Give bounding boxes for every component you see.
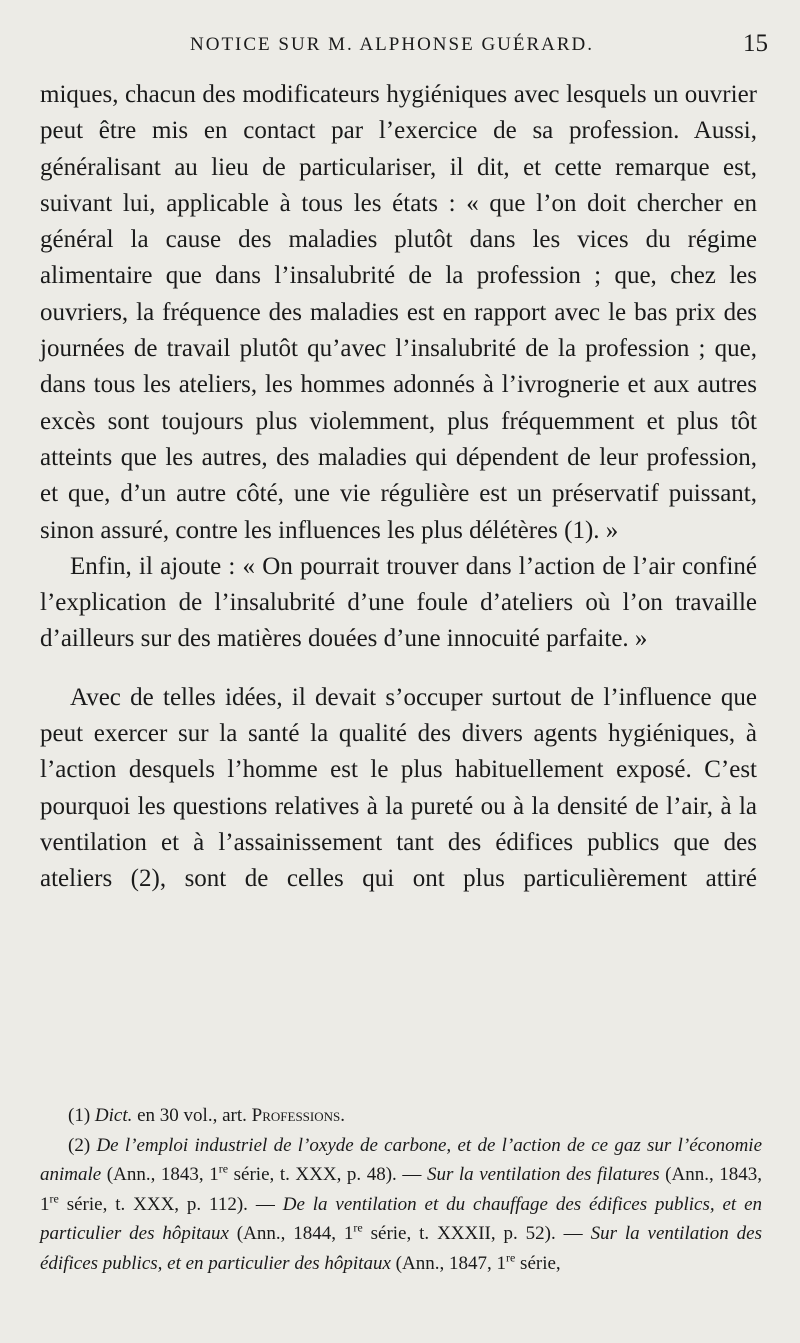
footnote-2-ref-1: (Ann., 1843, 1 xyxy=(106,1164,219,1186)
running-title: NOTICE SUR M. ALPHONSE GUÉRARD. xyxy=(190,34,595,55)
page-number: 15 xyxy=(743,30,768,57)
paragraph-1: miques, chacun des modificateurs hygiéniques avec lesquels un ouvrier peut être mis en contact par l’exercice de sa profession. Aussi, généralisant au lieu de particulariser, il dit, et cette remarque est, suivant lui, applicable à tous les états : « que l’on doit chercher en général la cause des maladies plutôt dans les vices du régime alimentaire que dans l’insalubrité de la profession ; que, chez les ouvriers, la fréquence des maladies est en rapport avec le bas prix des journées de travail plutôt qu’avec l’insalubrité de la profession ; que, dans tous les ateliers, les hommes adonnés à l’ivrognerie et aux autres excès sont toujours plus violemment, plus fréquemment et plus tôt atteints que les autres, des maladies qui dépendent de leur profession, et que, d’un autre côté, une vie régulière est un préservatif puissant, sinon assuré, contre les influences les plus délétères (1). » xyxy=(40,81,757,544)
footnote-2-ref-3-end: série, t. XXXII, p. 52). — xyxy=(370,1223,583,1245)
footnote-2-ref-2: (Ann., 1843, 1 xyxy=(40,1164,763,1215)
footnote-2-ref-1-end: série, t. XXX, p. 48). — xyxy=(233,1164,422,1186)
footnote-1-source: Dict. xyxy=(94,1105,133,1126)
footnote-2-ref-4-sup: re xyxy=(505,1250,516,1265)
footnote-2-title-4: Sur la ventilation des édifices publics, et en particulier des hôpitaux xyxy=(40,1223,763,1274)
footnote-2-marker: (2) xyxy=(68,1134,91,1156)
footnote-2-ref-2-sup: re xyxy=(49,1191,59,1206)
footnote-2-title-1: De l’emploi industriel de l’oxyde de carbone, et de l’action de ce gaz sur l’économie animale xyxy=(40,1134,763,1186)
footnote-1-text: en 30 vol., art. xyxy=(137,1105,247,1126)
footnote-2-ref-3: (Ann., 1844, 1 xyxy=(236,1223,354,1245)
footnote-2-ref-2-end: série, t. XXX, p. 112). — xyxy=(66,1193,275,1215)
paragraph-3: Avec de telles idées, il devait s’occuper surtout de l’influence que peut exercer sur la santé la qualité des divers agents hygiéniques, à l’action desquels l’homme est le plus habituellement exposé. C’est pourquoi les questions relatives à la pureté ou à la densité de l’air, à la ventilation et à l’assainissement tant des édifices publics que des ateliers (2), sont de celles qui ont plus particulièrement attiré xyxy=(40,683,757,893)
footnotes xyxy=(40,1101,762,1279)
footnote-2-ref-1-sup: re xyxy=(218,1161,229,1176)
body-text xyxy=(40,77,757,898)
footnote-1-article: Professions. xyxy=(251,1105,345,1126)
paragraph-2: Enfin, il ajoute : « On pourrait trouver dans l’action de l’air confiné l’explication de l’insalubrité d’une foule d’ateliers où l’on travaille d’ailleurs sur des matières douées d’une innocuité parfaite. » xyxy=(40,552,757,653)
footnote-2-ref-4: (Ann., 1847, 1 xyxy=(395,1252,506,1274)
footnote-2-ref-3-sup: re xyxy=(353,1221,363,1236)
footnote-1 xyxy=(40,1101,762,1131)
footnote-1-marker: (1) xyxy=(68,1105,91,1126)
footnote-2 xyxy=(40,1131,762,1279)
footnote-2-title-3: De la ventilation et du chauffage des édifices publics, et en particulier des hôpitaux xyxy=(40,1193,763,1245)
footnote-2-ref-4-end: série, xyxy=(520,1252,561,1274)
page-header xyxy=(40,30,768,60)
footnote-2-title-2: Sur la ventilation des filatures xyxy=(426,1164,660,1186)
